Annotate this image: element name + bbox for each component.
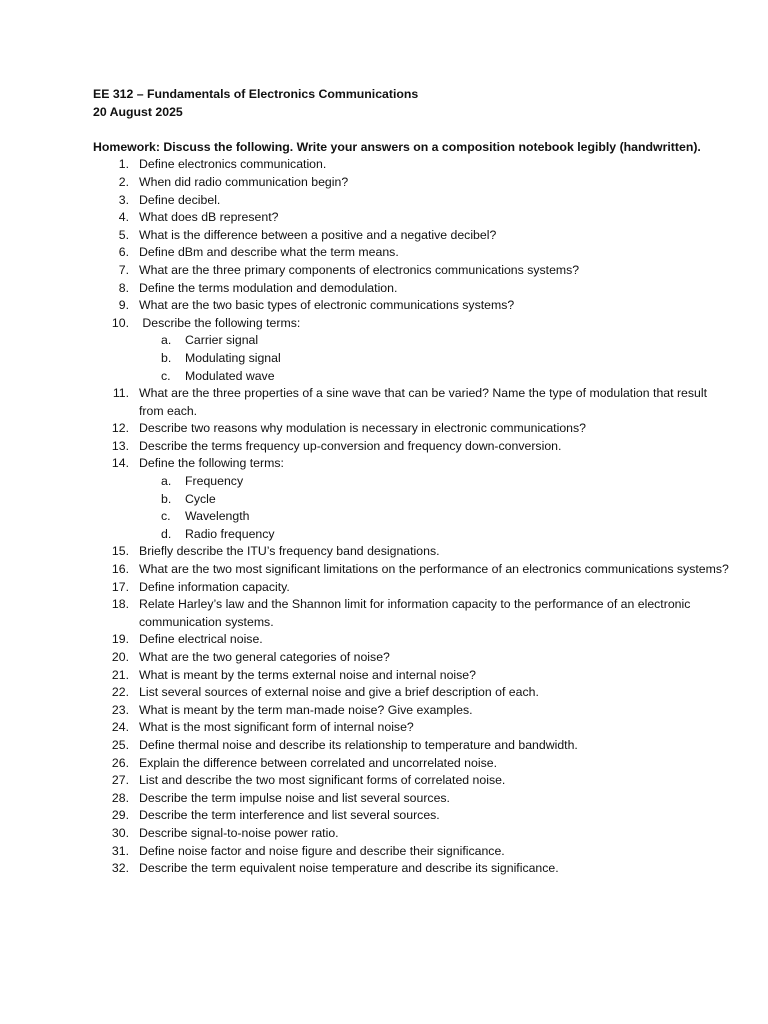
sub-item-text: Radio frequency: [185, 526, 275, 541]
question-text: What are the two general categories of noise?: [139, 650, 390, 664]
sub-item-letter: a.: [161, 474, 172, 489]
question-number: 10.: [111, 315, 129, 330]
question-item: [93, 667, 733, 685]
question-text: What does dB represent?: [139, 210, 279, 225]
question-number: 23.: [111, 702, 129, 717]
question-item: [93, 825, 733, 843]
question-item: [93, 561, 733, 579]
blank-line: [93, 121, 733, 139]
question-text: Describe signal-to-noise power ratio.: [139, 825, 339, 840]
question-number: 8.: [118, 280, 129, 295]
question-number: 21.: [111, 667, 129, 682]
question-item: [93, 280, 733, 298]
question-text: List and describe the two most significant forms of correlated noise.: [139, 773, 506, 788]
question-item: [93, 631, 733, 649]
question-text: What is meant by the terms external noise and internal noise?: [139, 667, 476, 682]
document-page: [93, 86, 733, 878]
question-item: [93, 860, 733, 878]
question-text: Define thermal noise and describe its relationship to temperature and bandwidth.: [139, 737, 578, 752]
question-number: 9.: [118, 298, 129, 313]
question-text: List several sources of external noise and give a brief description of each.: [139, 685, 539, 700]
question-text: Describe the term impulse noise and list several sources.: [139, 790, 450, 805]
question-item: [93, 420, 733, 438]
sub-item: [93, 491, 733, 509]
question-item: [93, 209, 733, 227]
sub-item: [93, 368, 733, 386]
question-number: 32.: [111, 861, 129, 876]
question-item: [93, 156, 733, 174]
course-title: EE 312 – Fundamentals of Electronics Communications: [93, 87, 419, 101]
sub-item-letter: c.: [161, 368, 171, 383]
question-number: 16.: [111, 562, 129, 577]
question-number: 19.: [111, 632, 129, 647]
question-text: Define the following terms:: [139, 456, 284, 471]
question-number: 27.: [111, 773, 129, 788]
question-number: 30.: [111, 825, 129, 840]
question-text: What is the most significant form of internal noise?: [139, 720, 414, 735]
question-item: [93, 174, 733, 192]
question-text: Explain the difference between correlated and uncorrelated noise.: [139, 755, 497, 770]
question-item: [93, 790, 733, 808]
sub-item-letter: a.: [161, 333, 172, 348]
question-item: [93, 755, 733, 773]
sub-item-text: Modulating signal: [185, 350, 281, 365]
question-number: 13.: [111, 438, 129, 453]
question-item: [93, 315, 733, 385]
question-number: 14.: [111, 456, 129, 471]
sub-item-text: Frequency: [185, 474, 244, 489]
question-text: What are the three properties of a sine wave that can be varied? Name the type of modulation that result from each.: [139, 386, 711, 418]
question-number: 29.: [111, 808, 129, 823]
question-text: What are the two basic types of electronic communications systems?: [139, 298, 515, 313]
question-item: [93, 262, 733, 280]
question-text: Define dBm and describe what the term means.: [139, 245, 399, 260]
question-item: [93, 807, 733, 825]
question-item: [93, 649, 733, 667]
question-text: What are the three primary components of electronics communications systems?: [139, 262, 580, 277]
question-text: What is the difference between a positive and a negative decibel?: [139, 227, 497, 242]
question-text: Describe the terms frequency up-conversion and frequency down-conversion.: [139, 438, 562, 453]
question-text: Define electronics communication.: [139, 157, 327, 172]
sub-item-letter: c.: [161, 509, 171, 524]
sub-item-letter: b.: [161, 491, 172, 506]
question-number: 15.: [111, 544, 129, 559]
sub-item-list: [139, 473, 733, 543]
question-number: 7.: [118, 262, 129, 277]
question-text: What is meant by the term man-made noise? Give examples.: [139, 702, 473, 717]
question-item: [93, 772, 733, 790]
question-text: Define noise factor and noise figure and describe their significance.: [139, 843, 505, 858]
question-text: What are the two most significant limitations on the performance of an electronics communications systems?: [139, 562, 729, 577]
question-text: Describe two reasons why modulation is necessary in electronic communications?: [139, 421, 586, 436]
question-number: 5.: [118, 227, 129, 242]
question-number: 20.: [111, 650, 129, 664]
homework-instructions: Homework: Discuss the following. Write your answers on a composition notebook legibly (handwritten).: [93, 139, 701, 154]
question-number: 4.: [118, 210, 129, 225]
question-number: 25.: [111, 737, 129, 752]
question-text: Describe the term equivalent noise temperature and describe its significance.: [139, 861, 559, 876]
question-item: [93, 297, 733, 315]
question-text: Define information capacity.: [139, 579, 290, 594]
question-number: 12.: [111, 421, 129, 436]
question-number: 18.: [111, 597, 129, 612]
sub-item-letter: d.: [161, 526, 172, 541]
question-text: Describe the following terms:: [139, 315, 301, 330]
question-number: 17.: [111, 579, 129, 594]
question-item: [93, 455, 733, 543]
question-number: 26.: [111, 755, 129, 770]
question-text: Relate Harley’s law and the Shannon limit for information capacity to the performance of an electronic communication systems.: [139, 597, 694, 629]
question-number: 2.: [118, 174, 129, 189]
question-item: [93, 843, 733, 861]
question-item: [93, 596, 733, 631]
question-number: 6.: [118, 245, 129, 260]
sub-item-text: Wavelength: [185, 509, 250, 524]
sub-item: [93, 332, 733, 350]
sub-item-letter: b.: [161, 350, 172, 365]
sub-item-text: Carrier signal: [185, 333, 259, 348]
question-item: [93, 543, 733, 561]
question-item: [93, 719, 733, 737]
question-number: 31.: [111, 843, 129, 858]
question-item: [93, 579, 733, 597]
question-text: Define electrical noise.: [139, 632, 263, 647]
question-item: [93, 702, 733, 720]
sub-item: [93, 473, 733, 491]
question-number: 24.: [111, 720, 129, 735]
question-item: [93, 385, 733, 420]
sub-item-text: Modulated wave: [185, 368, 275, 383]
question-item: [93, 192, 733, 210]
question-item: [93, 684, 733, 702]
sub-item: [93, 526, 733, 544]
question-list: [93, 156, 733, 877]
document-date: 20 August 2025: [93, 104, 183, 119]
question-text: Define the terms modulation and demodulation.: [139, 280, 398, 295]
question-item: [93, 244, 733, 262]
sub-item-list: [139, 332, 733, 385]
question-text: Define decibel.: [139, 192, 221, 207]
question-number: 3.: [118, 192, 129, 207]
question-item: [93, 737, 733, 755]
question-item: [93, 438, 733, 456]
question-text: Describe the term interference and list several sources.: [139, 808, 440, 823]
question-text: When did radio communication begin?: [139, 174, 349, 189]
sub-item: [93, 508, 733, 526]
sub-item: [93, 350, 733, 368]
question-number: 11.: [112, 386, 129, 401]
question-number: 1.: [118, 157, 129, 172]
question-number: 28.: [111, 790, 129, 805]
question-item: [93, 227, 733, 245]
question-text: Briefly describe the ITU’s frequency band designations.: [139, 544, 440, 559]
question-number: 22.: [111, 685, 129, 700]
sub-item-text: Cycle: [185, 491, 216, 506]
